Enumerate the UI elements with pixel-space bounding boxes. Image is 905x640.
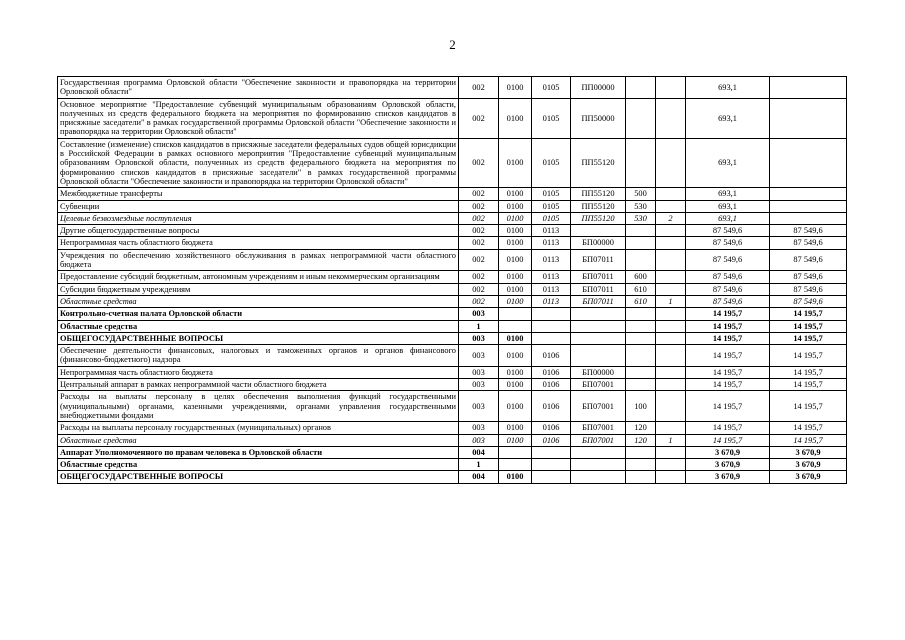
code-section-cell: 0100 <box>499 225 532 237</box>
amount-regional-cell: 14 195,7 <box>770 366 847 378</box>
table-row <box>58 237 847 249</box>
amount-total-cell: 693,1 <box>686 98 770 138</box>
amount-total-cell: 87 549,6 <box>686 271 770 283</box>
code-target-cell: БП07011 <box>571 271 626 283</box>
code-section-cell: 0100 <box>499 422 532 434</box>
amount-regional-cell: 14 195,7 <box>770 332 847 344</box>
code-source-cell: 2 <box>656 212 686 224</box>
amount-regional-cell: 3 670,9 <box>770 459 847 471</box>
code-section-cell: 0100 <box>499 391 532 422</box>
code-subsection-cell: 0113 <box>532 249 571 271</box>
row-name-cell: Расходы на выплаты персоналу в целях обеспечения выполнения функций государственными (муниципальными) органами, казенными учреждениями, органами управления государственными внебюджетными фондами <box>58 391 459 422</box>
code-admin-cell: 002 <box>459 138 499 187</box>
code-expense-type-cell <box>626 237 656 249</box>
code-admin-cell: 002 <box>459 98 499 138</box>
amount-regional-cell: 87 549,6 <box>770 237 847 249</box>
code-source-cell <box>656 249 686 271</box>
row-name-cell: Центральный аппарат в рамках непрограммной части областного бюджета <box>58 379 459 391</box>
code-admin-cell: 1 <box>459 459 499 471</box>
code-source-cell <box>656 422 686 434</box>
amount-total-cell: 14 195,7 <box>686 332 770 344</box>
code-source-cell <box>656 379 686 391</box>
code-expense-type-cell: 530 <box>626 200 656 212</box>
code-target-cell: ПП55120 <box>571 212 626 224</box>
code-expense-type-cell: 530 <box>626 212 656 224</box>
row-name-cell: Областные средства <box>58 320 459 332</box>
code-target-cell <box>571 225 626 237</box>
code-section-cell: 0100 <box>499 283 532 295</box>
code-target-cell <box>571 459 626 471</box>
amount-total-cell: 87 549,6 <box>686 237 770 249</box>
code-section-cell: 0100 <box>499 332 532 344</box>
code-section-cell: 0100 <box>499 271 532 283</box>
amount-total-cell: 3 670,9 <box>686 471 770 483</box>
code-source-cell <box>656 98 686 138</box>
amount-total-cell: 14 195,7 <box>686 391 770 422</box>
code-target-cell: ПП00000 <box>571 77 626 99</box>
code-admin-cell: 004 <box>459 471 499 483</box>
code-source-cell <box>656 332 686 344</box>
amount-total-cell: 3 670,9 <box>686 446 770 458</box>
code-admin-cell: 003 <box>459 308 499 320</box>
code-section-cell: 0100 <box>499 200 532 212</box>
code-expense-type-cell <box>626 345 656 367</box>
code-admin-cell: 002 <box>459 212 499 224</box>
table-row <box>58 332 847 344</box>
code-section-cell: 0100 <box>499 237 532 249</box>
code-target-cell: БП07001 <box>571 422 626 434</box>
amount-total-cell: 14 195,7 <box>686 434 770 446</box>
code-subsection-cell: 0105 <box>532 98 571 138</box>
row-name-cell: ОБЩЕГОСУДАРСТВЕННЫЕ ВОПРОСЫ <box>58 332 459 344</box>
code-expense-type-cell <box>626 320 656 332</box>
row-name-cell: Областные средства <box>58 295 459 307</box>
table-row <box>58 249 847 271</box>
code-expense-type-cell: 100 <box>626 391 656 422</box>
code-admin-cell: 003 <box>459 345 499 367</box>
code-expense-type-cell <box>626 98 656 138</box>
code-target-cell: БП00000 <box>571 237 626 249</box>
row-name-cell: Контрольно-счетная палата Орловской области <box>58 308 459 320</box>
code-subsection-cell: 0105 <box>532 138 571 187</box>
amount-total-cell: 693,1 <box>686 200 770 212</box>
amount-regional-cell: 14 195,7 <box>770 422 847 434</box>
code-admin-cell: 002 <box>459 271 499 283</box>
row-name-cell: Расходы на выплаты персоналу государственных (муниципальных) органов <box>58 422 459 434</box>
code-expense-type-cell: 500 <box>626 188 656 200</box>
code-section-cell: 0100 <box>499 77 532 99</box>
code-subsection-cell: 0113 <box>532 283 571 295</box>
table-row <box>58 188 847 200</box>
code-source-cell <box>656 471 686 483</box>
code-section-cell: 0100 <box>499 212 532 224</box>
code-subsection-cell <box>532 308 571 320</box>
amount-total-cell: 693,1 <box>686 212 770 224</box>
code-section-cell: 0100 <box>499 188 532 200</box>
amount-total-cell: 693,1 <box>686 77 770 99</box>
row-name-cell: Учреждения по обеспечению хозяйственного обслуживания в рамках непрограммной части областного бюджета <box>58 249 459 271</box>
code-subsection-cell <box>532 446 571 458</box>
code-subsection-cell: 0105 <box>532 200 571 212</box>
row-name-cell: Непрограммная часть областного бюджета <box>58 237 459 249</box>
code-target-cell: БП07011 <box>571 283 626 295</box>
amount-total-cell: 87 549,6 <box>686 225 770 237</box>
amount-regional-cell: 14 195,7 <box>770 308 847 320</box>
code-subsection-cell: 0106 <box>532 391 571 422</box>
code-section-cell <box>499 308 532 320</box>
code-expense-type-cell <box>626 332 656 344</box>
code-target-cell <box>571 345 626 367</box>
amount-regional-cell: 14 195,7 <box>770 391 847 422</box>
amount-total-cell: 87 549,6 <box>686 249 770 271</box>
code-admin-cell: 002 <box>459 225 499 237</box>
code-subsection-cell <box>532 332 571 344</box>
table-row <box>58 446 847 458</box>
budget-table <box>57 76 847 484</box>
amount-regional-cell <box>770 212 847 224</box>
amount-regional-cell <box>770 200 847 212</box>
code-subsection-cell: 0106 <box>532 434 571 446</box>
code-expense-type-cell <box>626 77 656 99</box>
code-subsection-cell: 0113 <box>532 225 571 237</box>
code-section-cell: 0100 <box>499 345 532 367</box>
code-source-cell <box>656 459 686 471</box>
code-admin-cell: 002 <box>459 249 499 271</box>
code-expense-type-cell <box>626 225 656 237</box>
row-name-cell: Областные средства <box>58 459 459 471</box>
table-row <box>58 434 847 446</box>
table-row <box>58 295 847 307</box>
row-name-cell: Межбюджетные трансферты <box>58 188 459 200</box>
code-section-cell: 0100 <box>499 434 532 446</box>
amount-total-cell: 14 195,7 <box>686 308 770 320</box>
amount-total-cell: 14 195,7 <box>686 345 770 367</box>
code-source-cell <box>656 225 686 237</box>
row-name-cell: Обеспечение деятельности финансовых, налоговых и таможенных органов и органов финансового (финансово-бюджетного) надзора <box>58 345 459 367</box>
code-expense-type-cell <box>626 459 656 471</box>
row-name-cell: Составление (изменение) списков кандидатов в присяжные заседатели федеральных судов общей юрисдикции в Российской Федерации в рамках основного мероприятия "Предоставление субвенций муниципальным образованиям Орловской области, полученных из средств федерального бюджета на мероприятия по формированию списков кандидатов в присяжные заседатели" в рамках государственной программы Орловской области "Обеспечение законности и правопорядка на территории Орловской области" <box>58 138 459 187</box>
code-source-cell <box>656 138 686 187</box>
code-target-cell: ПП55120 <box>571 188 626 200</box>
code-source-cell: 1 <box>656 434 686 446</box>
code-target-cell <box>571 471 626 483</box>
table-body <box>58 77 847 484</box>
table-row <box>58 471 847 483</box>
code-expense-type-cell <box>626 471 656 483</box>
code-section-cell <box>499 459 532 471</box>
amount-regional-cell: 87 549,6 <box>770 271 847 283</box>
table-row <box>58 366 847 378</box>
code-target-cell <box>571 320 626 332</box>
code-target-cell: ПП50000 <box>571 98 626 138</box>
code-admin-cell: 1 <box>459 320 499 332</box>
amount-total-cell: 87 549,6 <box>686 283 770 295</box>
code-target-cell: БП00000 <box>571 366 626 378</box>
amount-regional-cell <box>770 98 847 138</box>
code-target-cell: ПП55120 <box>571 138 626 187</box>
row-name-cell: Аппарат Уполномоченного по правам человека в Орловской области <box>58 446 459 458</box>
amount-regional-cell: 87 549,6 <box>770 295 847 307</box>
code-expense-type-cell: 120 <box>626 434 656 446</box>
table-row <box>58 459 847 471</box>
table-row <box>58 225 847 237</box>
code-admin-cell: 002 <box>459 77 499 99</box>
amount-total-cell: 693,1 <box>686 138 770 187</box>
amount-regional-cell <box>770 188 847 200</box>
code-source-cell <box>656 345 686 367</box>
code-admin-cell: 002 <box>459 237 499 249</box>
code-subsection-cell: 0105 <box>532 188 571 200</box>
code-admin-cell: 003 <box>459 366 499 378</box>
amount-regional-cell: 87 549,6 <box>770 283 847 295</box>
row-name-cell: Субвенции <box>58 200 459 212</box>
table-row <box>58 379 847 391</box>
row-name-cell: Предоставление субсидий бюджетным, автономным учреждениям и иным некоммерческим организациям <box>58 271 459 283</box>
code-admin-cell: 003 <box>459 391 499 422</box>
table-row <box>58 212 847 224</box>
code-source-cell <box>656 77 686 99</box>
code-subsection-cell <box>532 320 571 332</box>
code-source-cell <box>656 271 686 283</box>
amount-total-cell: 14 195,7 <box>686 320 770 332</box>
code-admin-cell: 003 <box>459 422 499 434</box>
row-name-cell: Субсидии бюджетным учреждениям <box>58 283 459 295</box>
table-row <box>58 422 847 434</box>
code-admin-cell: 004 <box>459 446 499 458</box>
code-target-cell <box>571 332 626 344</box>
code-admin-cell: 002 <box>459 283 499 295</box>
code-target-cell: БП07001 <box>571 379 626 391</box>
code-admin-cell: 003 <box>459 332 499 344</box>
amount-total-cell: 14 195,7 <box>686 422 770 434</box>
amount-regional-cell <box>770 138 847 187</box>
row-name-cell: Другие общегосударственные вопросы <box>58 225 459 237</box>
code-expense-type-cell <box>626 308 656 320</box>
code-subsection-cell <box>532 471 571 483</box>
code-section-cell: 0100 <box>499 98 532 138</box>
code-source-cell <box>656 320 686 332</box>
code-section-cell: 0100 <box>499 471 532 483</box>
code-section-cell: 0100 <box>499 138 532 187</box>
row-name-cell: Областные средства <box>58 434 459 446</box>
code-subsection-cell: 0106 <box>532 422 571 434</box>
code-target-cell: БП07011 <box>571 295 626 307</box>
table-row <box>58 98 847 138</box>
code-subsection-cell: 0113 <box>532 271 571 283</box>
amount-total-cell: 14 195,7 <box>686 366 770 378</box>
row-name-cell: Целевые безвозмездные поступления <box>58 212 459 224</box>
code-target-cell: БП07001 <box>571 391 626 422</box>
code-target-cell: БП07001 <box>571 434 626 446</box>
code-source-cell <box>656 237 686 249</box>
code-expense-type-cell <box>626 446 656 458</box>
code-admin-cell: 003 <box>459 434 499 446</box>
row-name-cell: ОБЩЕГОСУДАРСТВЕННЫЕ ВОПРОСЫ <box>58 471 459 483</box>
code-target-cell <box>571 308 626 320</box>
row-name-cell: Непрограммная часть областного бюджета <box>58 366 459 378</box>
table-row <box>58 283 847 295</box>
code-expense-type-cell: 610 <box>626 295 656 307</box>
code-subsection-cell: 0106 <box>532 379 571 391</box>
amount-regional-cell: 87 549,6 <box>770 225 847 237</box>
amount-total-cell: 693,1 <box>686 188 770 200</box>
code-admin-cell: 002 <box>459 295 499 307</box>
amount-regional-cell: 3 670,9 <box>770 471 847 483</box>
code-section-cell: 0100 <box>499 379 532 391</box>
table-row <box>58 77 847 99</box>
code-subsection-cell: 0105 <box>532 212 571 224</box>
amount-regional-cell: 14 195,7 <box>770 320 847 332</box>
code-source-cell <box>656 391 686 422</box>
amount-regional-cell: 14 195,7 <box>770 434 847 446</box>
table-row <box>58 200 847 212</box>
table-row <box>58 271 847 283</box>
code-expense-type-cell <box>626 366 656 378</box>
code-subsection-cell: 0106 <box>532 366 571 378</box>
code-section-cell <box>499 446 532 458</box>
amount-total-cell: 87 549,6 <box>686 295 770 307</box>
code-source-cell: 1 <box>656 295 686 307</box>
code-admin-cell: 003 <box>459 379 499 391</box>
code-source-cell <box>656 200 686 212</box>
row-name-cell: Государственная программа Орловской области "Обеспечение законности и правопорядка на территории Орловской области" <box>58 77 459 99</box>
page-number: 2 <box>449 37 456 52</box>
amount-regional-cell: 3 670,9 <box>770 446 847 458</box>
amount-regional-cell <box>770 77 847 99</box>
amount-regional-cell: 87 549,6 <box>770 249 847 271</box>
code-section-cell: 0100 <box>499 366 532 378</box>
table-row <box>58 320 847 332</box>
code-subsection-cell: 0105 <box>532 77 571 99</box>
code-target-cell <box>571 446 626 458</box>
code-expense-type-cell: 120 <box>626 422 656 434</box>
code-section-cell <box>499 320 532 332</box>
code-target-cell: ПП55120 <box>571 200 626 212</box>
code-source-cell <box>656 308 686 320</box>
code-section-cell: 0100 <box>499 249 532 271</box>
code-target-cell: БП07011 <box>571 249 626 271</box>
code-expense-type-cell <box>626 379 656 391</box>
code-admin-cell: 002 <box>459 200 499 212</box>
code-source-cell <box>656 188 686 200</box>
code-subsection-cell: 0113 <box>532 295 571 307</box>
amount-total-cell: 3 670,9 <box>686 459 770 471</box>
code-source-cell <box>656 366 686 378</box>
table-row <box>58 345 847 367</box>
table-row <box>58 308 847 320</box>
code-subsection-cell: 0106 <box>532 345 571 367</box>
code-section-cell: 0100 <box>499 295 532 307</box>
code-source-cell <box>656 283 686 295</box>
row-name-cell: Основное мероприятие "Предоставление субвенций муниципальным образованиям Орловской области, полученных из средств федерального бюджета на мероприятия по формированию списков кандидатов в присяжные заседатели" в рамках государственной программы Орловской области "Обеспечение законности и правопорядка на территории Орловской области" <box>58 98 459 138</box>
table-row <box>58 138 847 187</box>
code-subsection-cell: 0113 <box>532 237 571 249</box>
code-subsection-cell <box>532 459 571 471</box>
code-expense-type-cell <box>626 138 656 187</box>
code-expense-type-cell: 600 <box>626 271 656 283</box>
code-expense-type-cell <box>626 249 656 271</box>
code-expense-type-cell: 610 <box>626 283 656 295</box>
code-admin-cell: 002 <box>459 188 499 200</box>
amount-regional-cell: 14 195,7 <box>770 379 847 391</box>
amount-regional-cell: 14 195,7 <box>770 345 847 367</box>
code-source-cell <box>656 446 686 458</box>
table-row <box>58 391 847 422</box>
amount-total-cell: 14 195,7 <box>686 379 770 391</box>
